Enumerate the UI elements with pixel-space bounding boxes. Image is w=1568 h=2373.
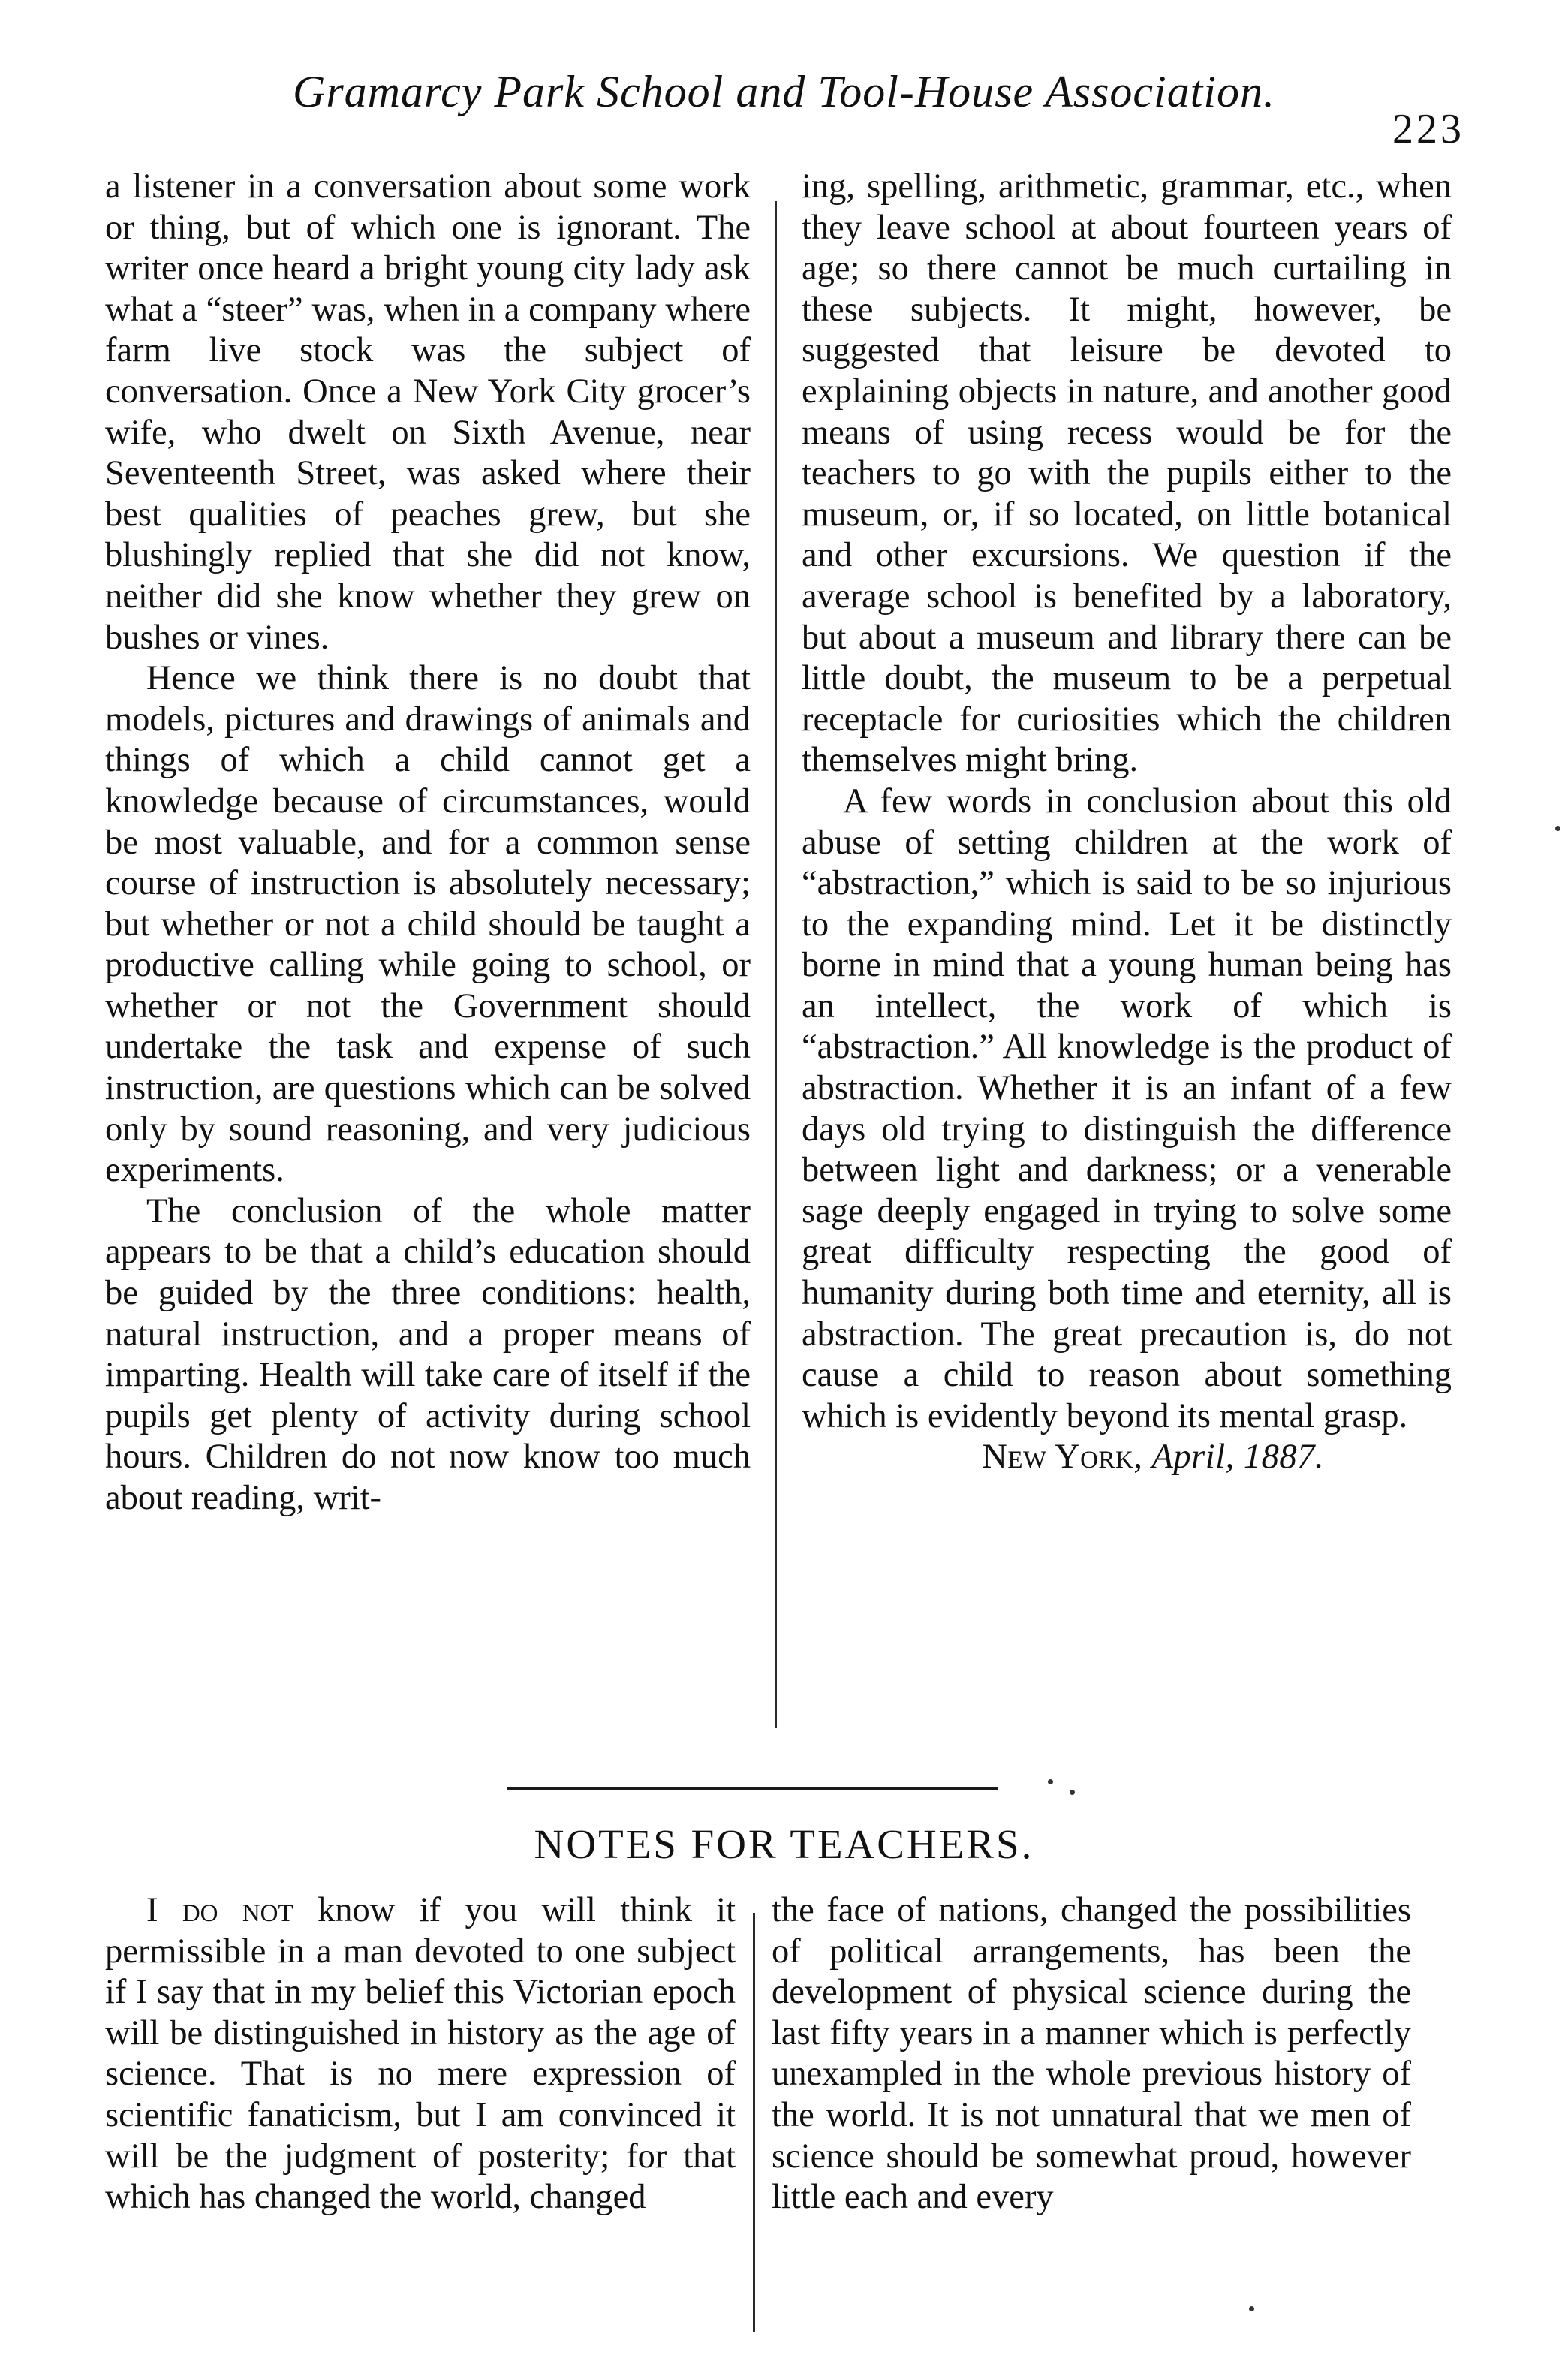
notes-paragraph: the face of nations, changed the possibilities of political arrangements, has been the development of physical science during the last fifty years in a manner which is perfectly unexampled in the whole previous history of the world. It is not unnatural that we men of science should be somewhat proud, however little each and every bbox=[772, 1891, 1411, 2217]
print-speck bbox=[1070, 1790, 1075, 1795]
signoff-date: April, 1887. bbox=[1151, 1438, 1324, 1477]
page-number: 223 bbox=[1392, 106, 1464, 152]
section-divider bbox=[507, 1787, 998, 1790]
article-signoff bbox=[802, 1437, 1452, 1478]
notes-left-column bbox=[105, 1890, 736, 2218]
notes-opening-words: I do not bbox=[146, 1891, 293, 1929]
running-head-title: Gramarcy Park School and Tool-House Association. bbox=[293, 67, 1276, 116]
print-speck bbox=[1555, 826, 1560, 831]
print-speck bbox=[1249, 2306, 1254, 2311]
notes-paragraph bbox=[105, 1890, 736, 2218]
article-paragraph: Hence we think there is no doubt that models, pictures and drawings of animals and things of which a child cannot get a knowledge because of circumstances, would be most valuable, and for a common sense course of instruction is absolutely necessary; but whether or not a child should be taught a productive calling while going to school, or whether or not the Government should undertake the task and expense of such instruction, are questions which can be solved only by sound reasoning, and very judicious experiments. bbox=[105, 659, 751, 1190]
article-left-column bbox=[105, 167, 751, 1519]
article-right-column bbox=[802, 167, 1452, 1478]
column-rule bbox=[753, 1913, 755, 2332]
article-paragraph: ing, spelling, arithmetic, grammar, etc., when they leave school at about fourteen years of age; so there cannot be much curtailing in these subjects. It might, however, be suggested that leisure be devoted to explaining objects in nature, and another good means of using recess would be for the teachers to go with the pupils either to the museum, or, if so located, on little botanical and other excursions. We question if the average school is benefited by a laboratory, but about a museum and library there can be little doubt, the museum to be a perpetual receptacle for curiosities which the children themselves might bring. bbox=[802, 167, 1452, 780]
notes-left-text: know if you will think it permissible in a man devoted to one subject if I say that in my belief this Victorian epoch will be distinguished in history as the age of science. That is no mere expression of scientific fanaticism, but I am convinced it will be the judgment of posterity; for that which has changed the world, changed bbox=[105, 1891, 736, 2217]
signoff-place: New York, bbox=[982, 1438, 1143, 1477]
notes-right-column bbox=[772, 1890, 1411, 2218]
section-title: NOTES FOR TEACHERS. bbox=[534, 1821, 1034, 1867]
article-paragraph: A few words in conclusion about this old abuse of setting children at the work of “abstraction,” which is said to be so injurious to the expanding mind. Let it be distinctly borne in mind that a young human being has an intellect, the work of which is “abstraction.” All knowledge is the product of abstraction. Whether it is an infant of a few days old trying to distinguish the difference between light and darkness; or a venerable sage deeply engaged in trying to solve some great difficulty respecting the good of humanity during both time and eternity, all is abstraction. The great precaution is, do not cause a child to reason about something which is evidently beyond its mental grasp. bbox=[802, 781, 1452, 1435]
print-speck bbox=[1048, 1779, 1053, 1784]
column-rule bbox=[775, 201, 777, 1728]
article-paragraph: a listener in a conversation about some work or thing, but of which one is ignorant. The writer once heard a bright young city lady ask what a “steer” was, when in a company where farm live stock was the subject of conversation. Once a New York City grocer’s wife, who dwelt on Sixth Avenue, near Seventeenth Street, was asked where their best qualities of peaches grew, but she blushingly replied that she did not know, neither did she know whether they grew on bushes or vines. bbox=[105, 167, 751, 657]
article-paragraph: The conclusion of the whole matter appears to be that a child’s education should be guided by the three conditions: health, natural instruction, and a proper means of imparting. Health will take care of itself if the pupils get plenty of activity during school hours. Children do not now know too much about reading, writ- bbox=[105, 1191, 751, 1517]
